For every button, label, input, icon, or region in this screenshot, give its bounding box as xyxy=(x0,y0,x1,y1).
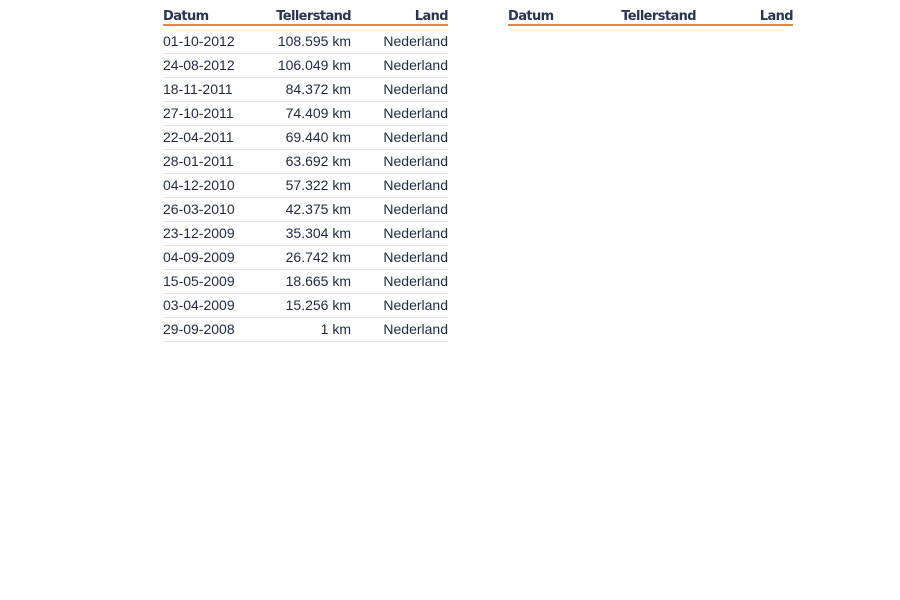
table-row xyxy=(163,198,448,222)
table-row xyxy=(163,25,448,54)
cell-tellerstand: 42.375 km xyxy=(258,198,351,222)
cell-datum: 24-08-2012 xyxy=(163,54,258,78)
cell-datum: 04-12-2010 xyxy=(163,174,258,198)
odometer-table-left xyxy=(163,8,448,342)
table-row xyxy=(163,174,448,198)
column-header-datum: Datum xyxy=(163,8,258,25)
cell-land: Nederland xyxy=(351,126,448,150)
cell-tellerstand: 63.692 km xyxy=(258,150,351,174)
cell-datum: 22-04-2011 xyxy=(163,126,258,150)
cell-land: Nederland xyxy=(351,246,448,270)
cell-land: Nederland xyxy=(351,294,448,318)
cell-land: Nederland xyxy=(351,78,448,102)
cell-land: Nederland xyxy=(351,174,448,198)
table-row xyxy=(163,246,448,270)
table-row xyxy=(163,102,448,126)
cell-land: Nederland xyxy=(351,25,448,54)
cell-land: Nederland xyxy=(351,150,448,174)
cell-tellerstand: 35.304 km xyxy=(258,222,351,246)
cell-datum: 27-10-2011 xyxy=(163,102,258,126)
table-row xyxy=(163,78,448,102)
cell-datum: 01-10-2012 xyxy=(163,25,258,54)
cell-tellerstand: 57.322 km xyxy=(258,174,351,198)
table-row xyxy=(163,270,448,294)
cell-land: Nederland xyxy=(351,198,448,222)
cell-datum: 03-04-2009 xyxy=(163,294,258,318)
table-header-row xyxy=(163,8,448,25)
cell-datum: 04-09-2009 xyxy=(163,246,258,270)
table-row xyxy=(163,126,448,150)
table-row xyxy=(163,222,448,246)
cell-tellerstand: 108.595 km xyxy=(258,25,351,54)
cell-land: Nederland xyxy=(351,222,448,246)
table-row xyxy=(163,294,448,318)
column-header-datum: Datum xyxy=(508,8,603,25)
cell-land: Nederland xyxy=(351,270,448,294)
table-row xyxy=(163,54,448,78)
cell-datum: 18-11-2011 xyxy=(163,78,258,102)
cell-tellerstand: 15.256 km xyxy=(258,294,351,318)
cell-datum: 28-01-2011 xyxy=(163,150,258,174)
cell-tellerstand: 106.049 km xyxy=(258,54,351,78)
cell-datum: 23-12-2009 xyxy=(163,222,258,246)
table-row xyxy=(163,318,448,342)
column-header-land: Land xyxy=(696,8,793,25)
cell-tellerstand: 26.742 km xyxy=(258,246,351,270)
table-body xyxy=(163,25,448,342)
table-row xyxy=(163,150,448,174)
cell-tellerstand: 18.665 km xyxy=(258,270,351,294)
cell-tellerstand: 69.440 km xyxy=(258,126,351,150)
cell-datum: 15-05-2009 xyxy=(163,270,258,294)
column-header-land: Land xyxy=(351,8,448,25)
column-header-tellerstand: Tellerstand xyxy=(258,8,351,25)
cell-tellerstand: 84.372 km xyxy=(258,78,351,102)
cell-land: Nederland xyxy=(351,318,448,342)
column-header-tellerstand: Tellerstand xyxy=(603,8,696,25)
cell-datum: 29-09-2008 xyxy=(163,318,258,342)
cell-tellerstand: 74.409 km xyxy=(258,102,351,126)
cell-tellerstand: 1 km xyxy=(258,318,351,342)
table-header-row xyxy=(508,8,793,25)
cell-land: Nederland xyxy=(351,102,448,126)
cell-land: Nederland xyxy=(351,54,448,78)
odometer-table-right xyxy=(508,8,793,26)
cell-datum: 26-03-2010 xyxy=(163,198,258,222)
